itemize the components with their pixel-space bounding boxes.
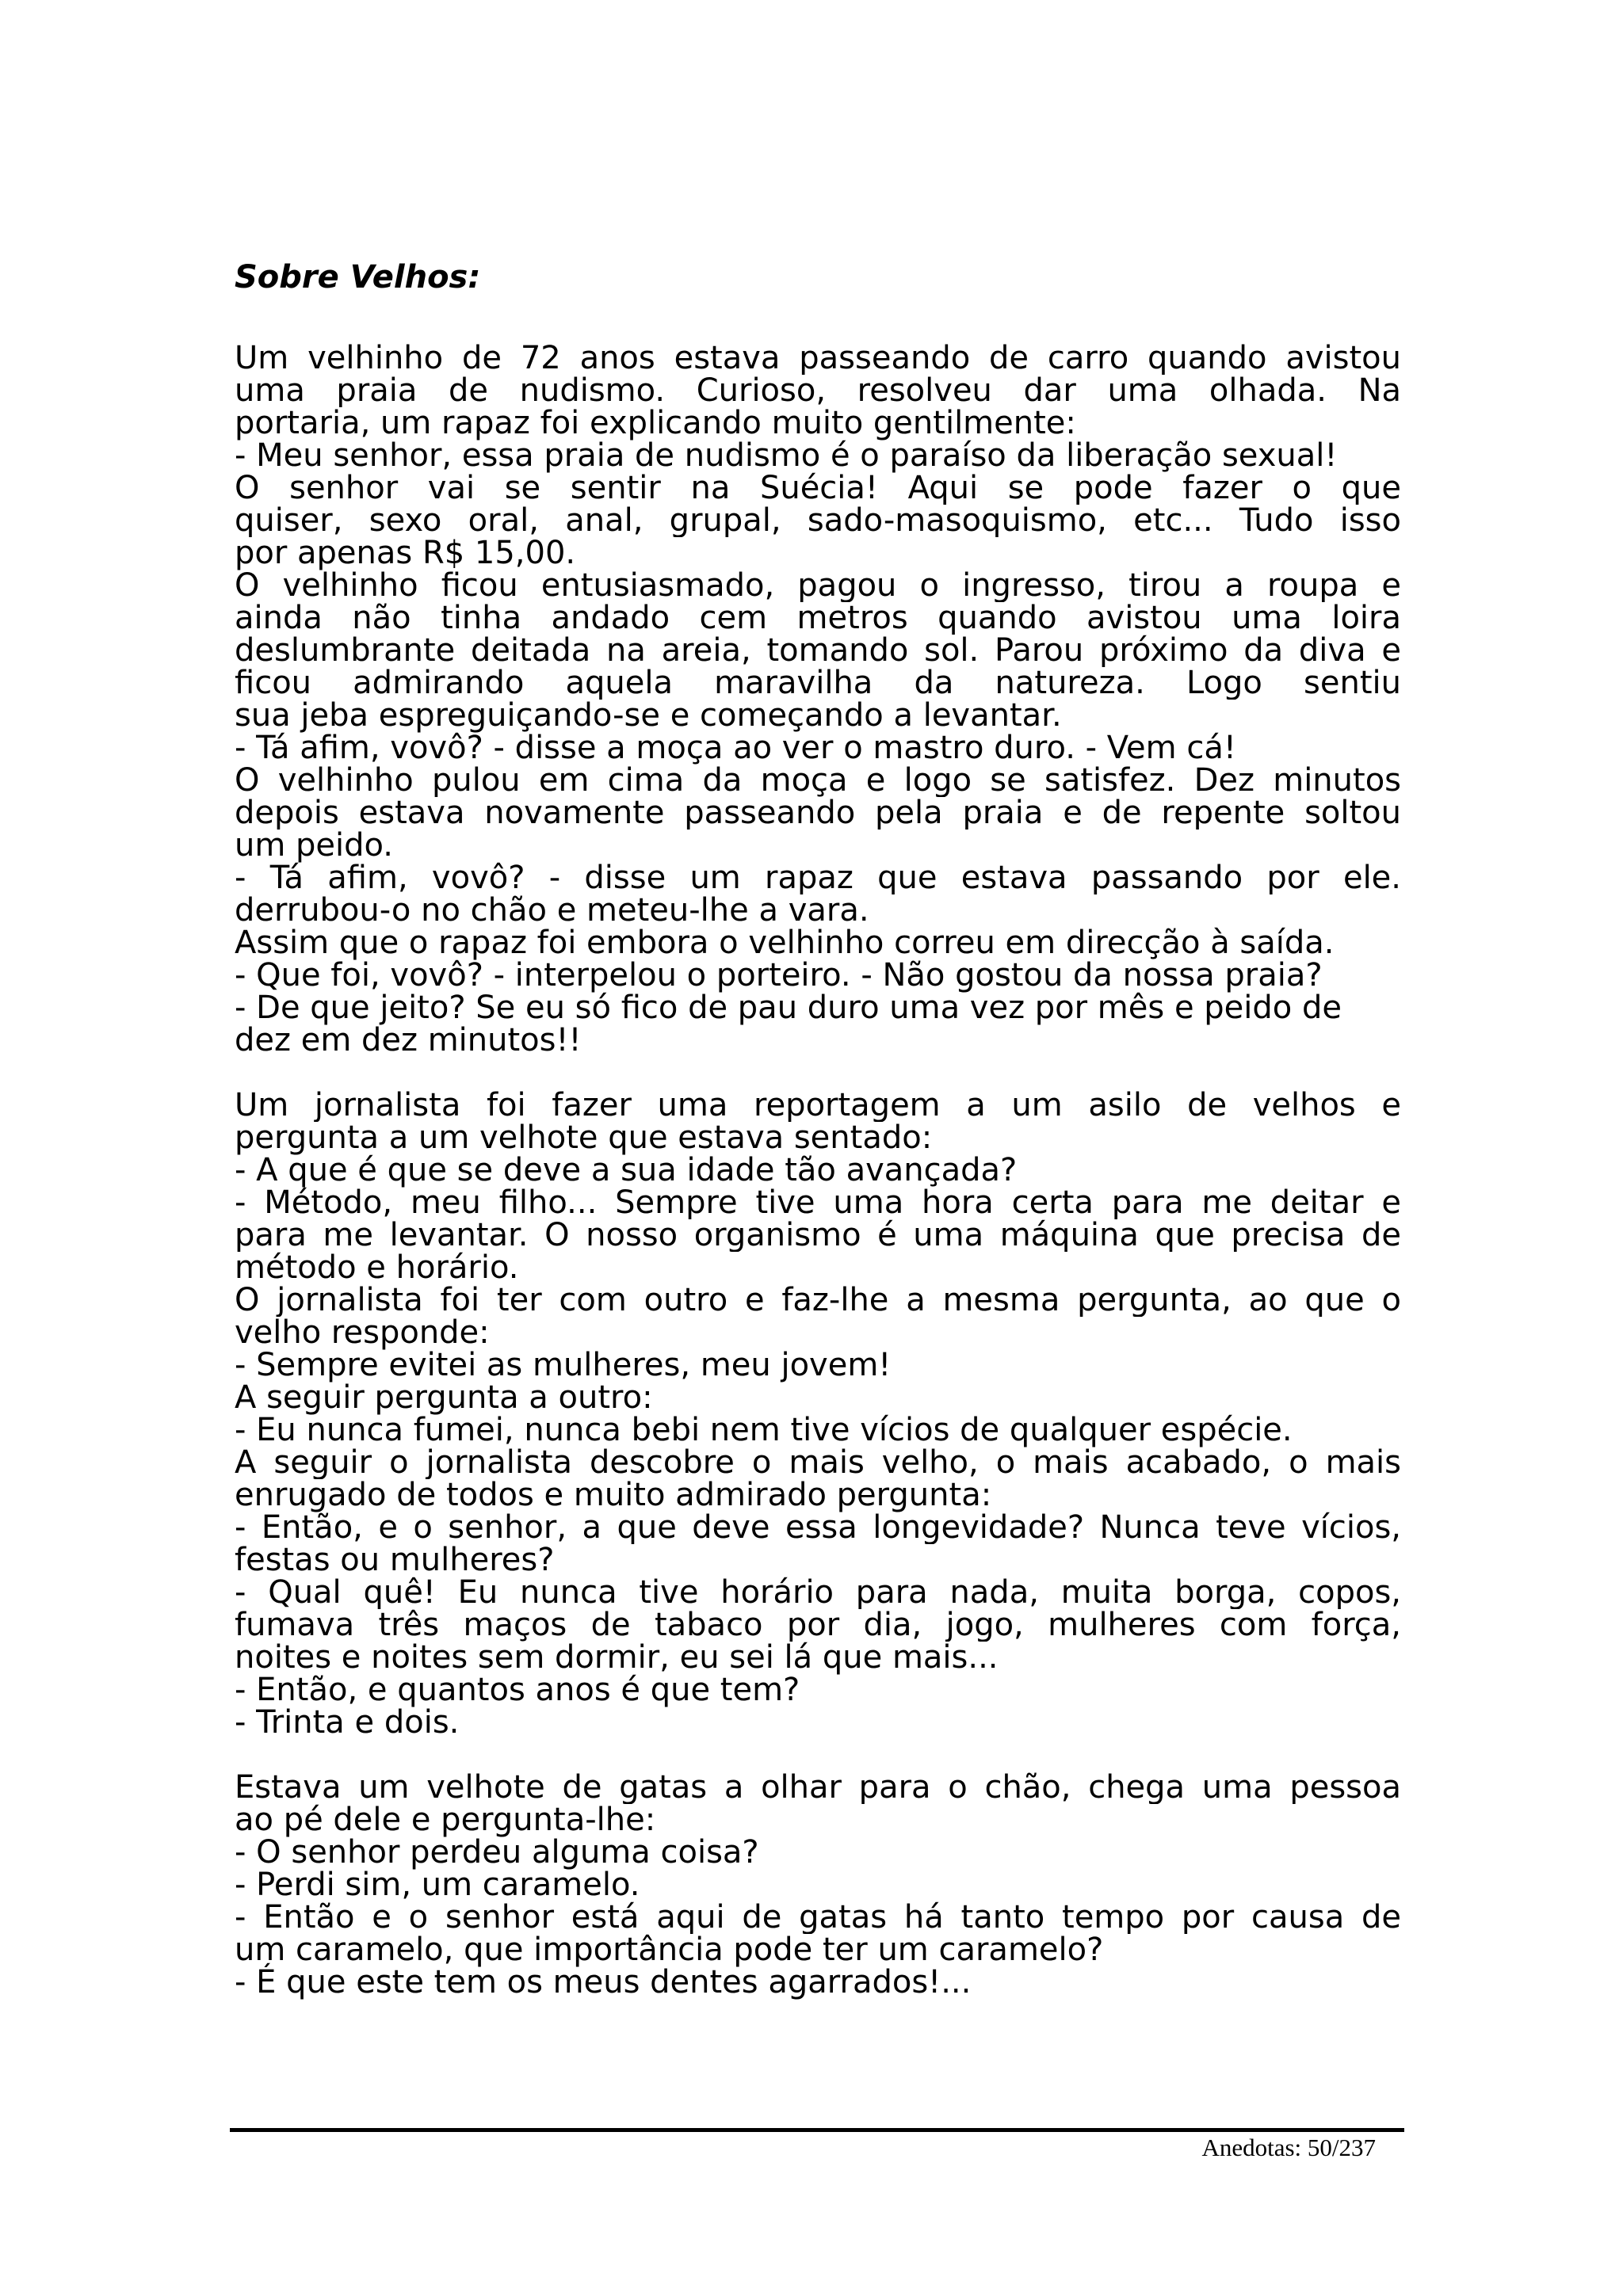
text-line: - É que este tem os meus dentes agarrados!... [235, 1964, 972, 2000]
text-line: - Sempre evitei as mulheres, meu jovem! [235, 1347, 892, 1383]
text-line: - Tá afim, vovô? - disse um rapaz que estava passando por ele. [235, 862, 1401, 894]
text-line: ao pé dele e pergunta-lhe: [235, 1802, 656, 1838]
text-line: festas ou mulheres? [235, 1542, 555, 1578]
text-line: uma praia de nudismo. Curioso, resolveu dar uma olhada. Na [235, 375, 1401, 407]
text-line: A seguir pergunta a outro: [235, 1379, 653, 1416]
text-line: Um jornalista foi fazer uma reportagem a um asilo de velhos e [235, 1089, 1401, 1122]
text-line: Estava um velhote de gatas a olhar para o chão, chega uma pessoa [235, 1772, 1401, 1804]
text-line: - Qual quê! Eu nunca tive horário para nada, muita borga, copos, [235, 1577, 1401, 1609]
text-line: O velhinho ficou entusiasmado, pagou o ingresso, tirou a roupa e [235, 570, 1401, 602]
section-title: Sobre Velhos: [235, 259, 481, 296]
text-line: O jornalista foi ter com outro e faz-lhe a mesma pergunta, ao que o [235, 1284, 1401, 1317]
text-line: sua jeba espreguiçando-se e começando a levantar. [235, 697, 1062, 734]
text-line: Um velhinho de 72 anos estava passeando de carro quando avistou [235, 342, 1401, 375]
text-line: derrubou-o no chão e meteu-lhe a vara. [235, 892, 869, 929]
text-line: - Trinta e dois. [235, 1704, 460, 1741]
text-line: enrugado de todos e muito admirado pergunta: [235, 1477, 992, 1513]
text-line: pergunta a um velhote que estava sentado: [235, 1119, 933, 1156]
text-line: - Então, e o senhor, a que deve essa longevidade? Nunca teve vícios, [235, 1512, 1401, 1544]
joke-paragraph [235, 1772, 1401, 1999]
text-line: por apenas R$ 15,00. [235, 535, 576, 571]
text-line: um caramelo, que importância pode ter um caramelo? [235, 1932, 1104, 1968]
text-line: - O senhor perdeu alguma coisa? [235, 1834, 759, 1871]
text-line: - Eu nunca fumei, nunca bebi nem tive vícios de qualquer espécie. [235, 1412, 1293, 1448]
text-line: para me levantar. O nosso organismo é uma máquina que precisa de [235, 1219, 1401, 1252]
text-line: depois estava novamente passeando pela praia e de repente soltou [235, 797, 1401, 830]
text-line: deslumbrante deitada na areia, tomando sol. Parou próximo da diva e [235, 635, 1401, 667]
text-line: velho responde: [235, 1314, 490, 1351]
text-line: um peido. [235, 827, 394, 864]
page-number: Anedotas: 50/237 [1201, 2134, 1376, 2161]
text-line: - Meu senhor, essa praia de nudismo é o paraíso da liberação sexual! [235, 437, 1338, 474]
text-line: quiser, sexo oral, anal, grupal, sado-masoquismo, etc... Tudo isso [235, 505, 1401, 537]
footer-divider [230, 2128, 1404, 2132]
text-line: portaria, um rapaz foi explicando muito gentilmente: [235, 405, 1076, 441]
text-line: fumava três maços de tabaco por dia, jogo, mulheres com força, [235, 1609, 1401, 1642]
text-line: A seguir o jornalista descobre o mais velho, o mais acabado, o mais [235, 1447, 1401, 1479]
text-line: noites e noites sem dormir, eu sei lá que mais... [235, 1639, 999, 1676]
joke-paragraph [235, 342, 1401, 1057]
text-line: - Então, e quantos anos é que tem? [235, 1672, 800, 1708]
joke-paragraph [235, 1089, 1401, 1739]
text-line: O senhor vai se sentir na Suécia! Aqui se pode fazer o que [235, 472, 1401, 505]
text-line: ficou admirando aquela maravilha da natureza. Logo sentiu [235, 667, 1401, 700]
text-line: Assim que o rapaz foi embora o velhinho correu em direcção à saída. [235, 925, 1335, 961]
text-line: O velhinho pulou em cima da moça e logo se satisfez. Dez minutos [235, 765, 1401, 797]
text-line: - Método, meu filho... Sempre tive uma hora certa para me deitar e [235, 1187, 1401, 1219]
text-line: - De que jeito? Se eu só fico de pau duro uma vez por mês e peido de [235, 990, 1342, 1026]
text-line: - Perdi sim, um caramelo. [235, 1867, 640, 1903]
text-line: ainda não tinha andado cem metros quando avistou uma loira [235, 602, 1401, 635]
document-body [235, 342, 1401, 2031]
text-line: - Então e o senhor está aqui de gatas há tanto tempo por causa de [235, 1901, 1401, 1934]
text-line: método e horário. [235, 1249, 519, 1286]
text-line: dez em dez minutos!! [235, 1022, 582, 1058]
text-line: - Tá afim, vovô? - disse a moça ao ver o mastro duro. - Vem cá! [235, 730, 1236, 766]
text-line: - A que é que se deve a sua idade tão avançada? [235, 1152, 1018, 1188]
text-line: - Que foi, vovô? - interpelou o porteiro. - Não gostou da nossa praia? [235, 957, 1323, 994]
